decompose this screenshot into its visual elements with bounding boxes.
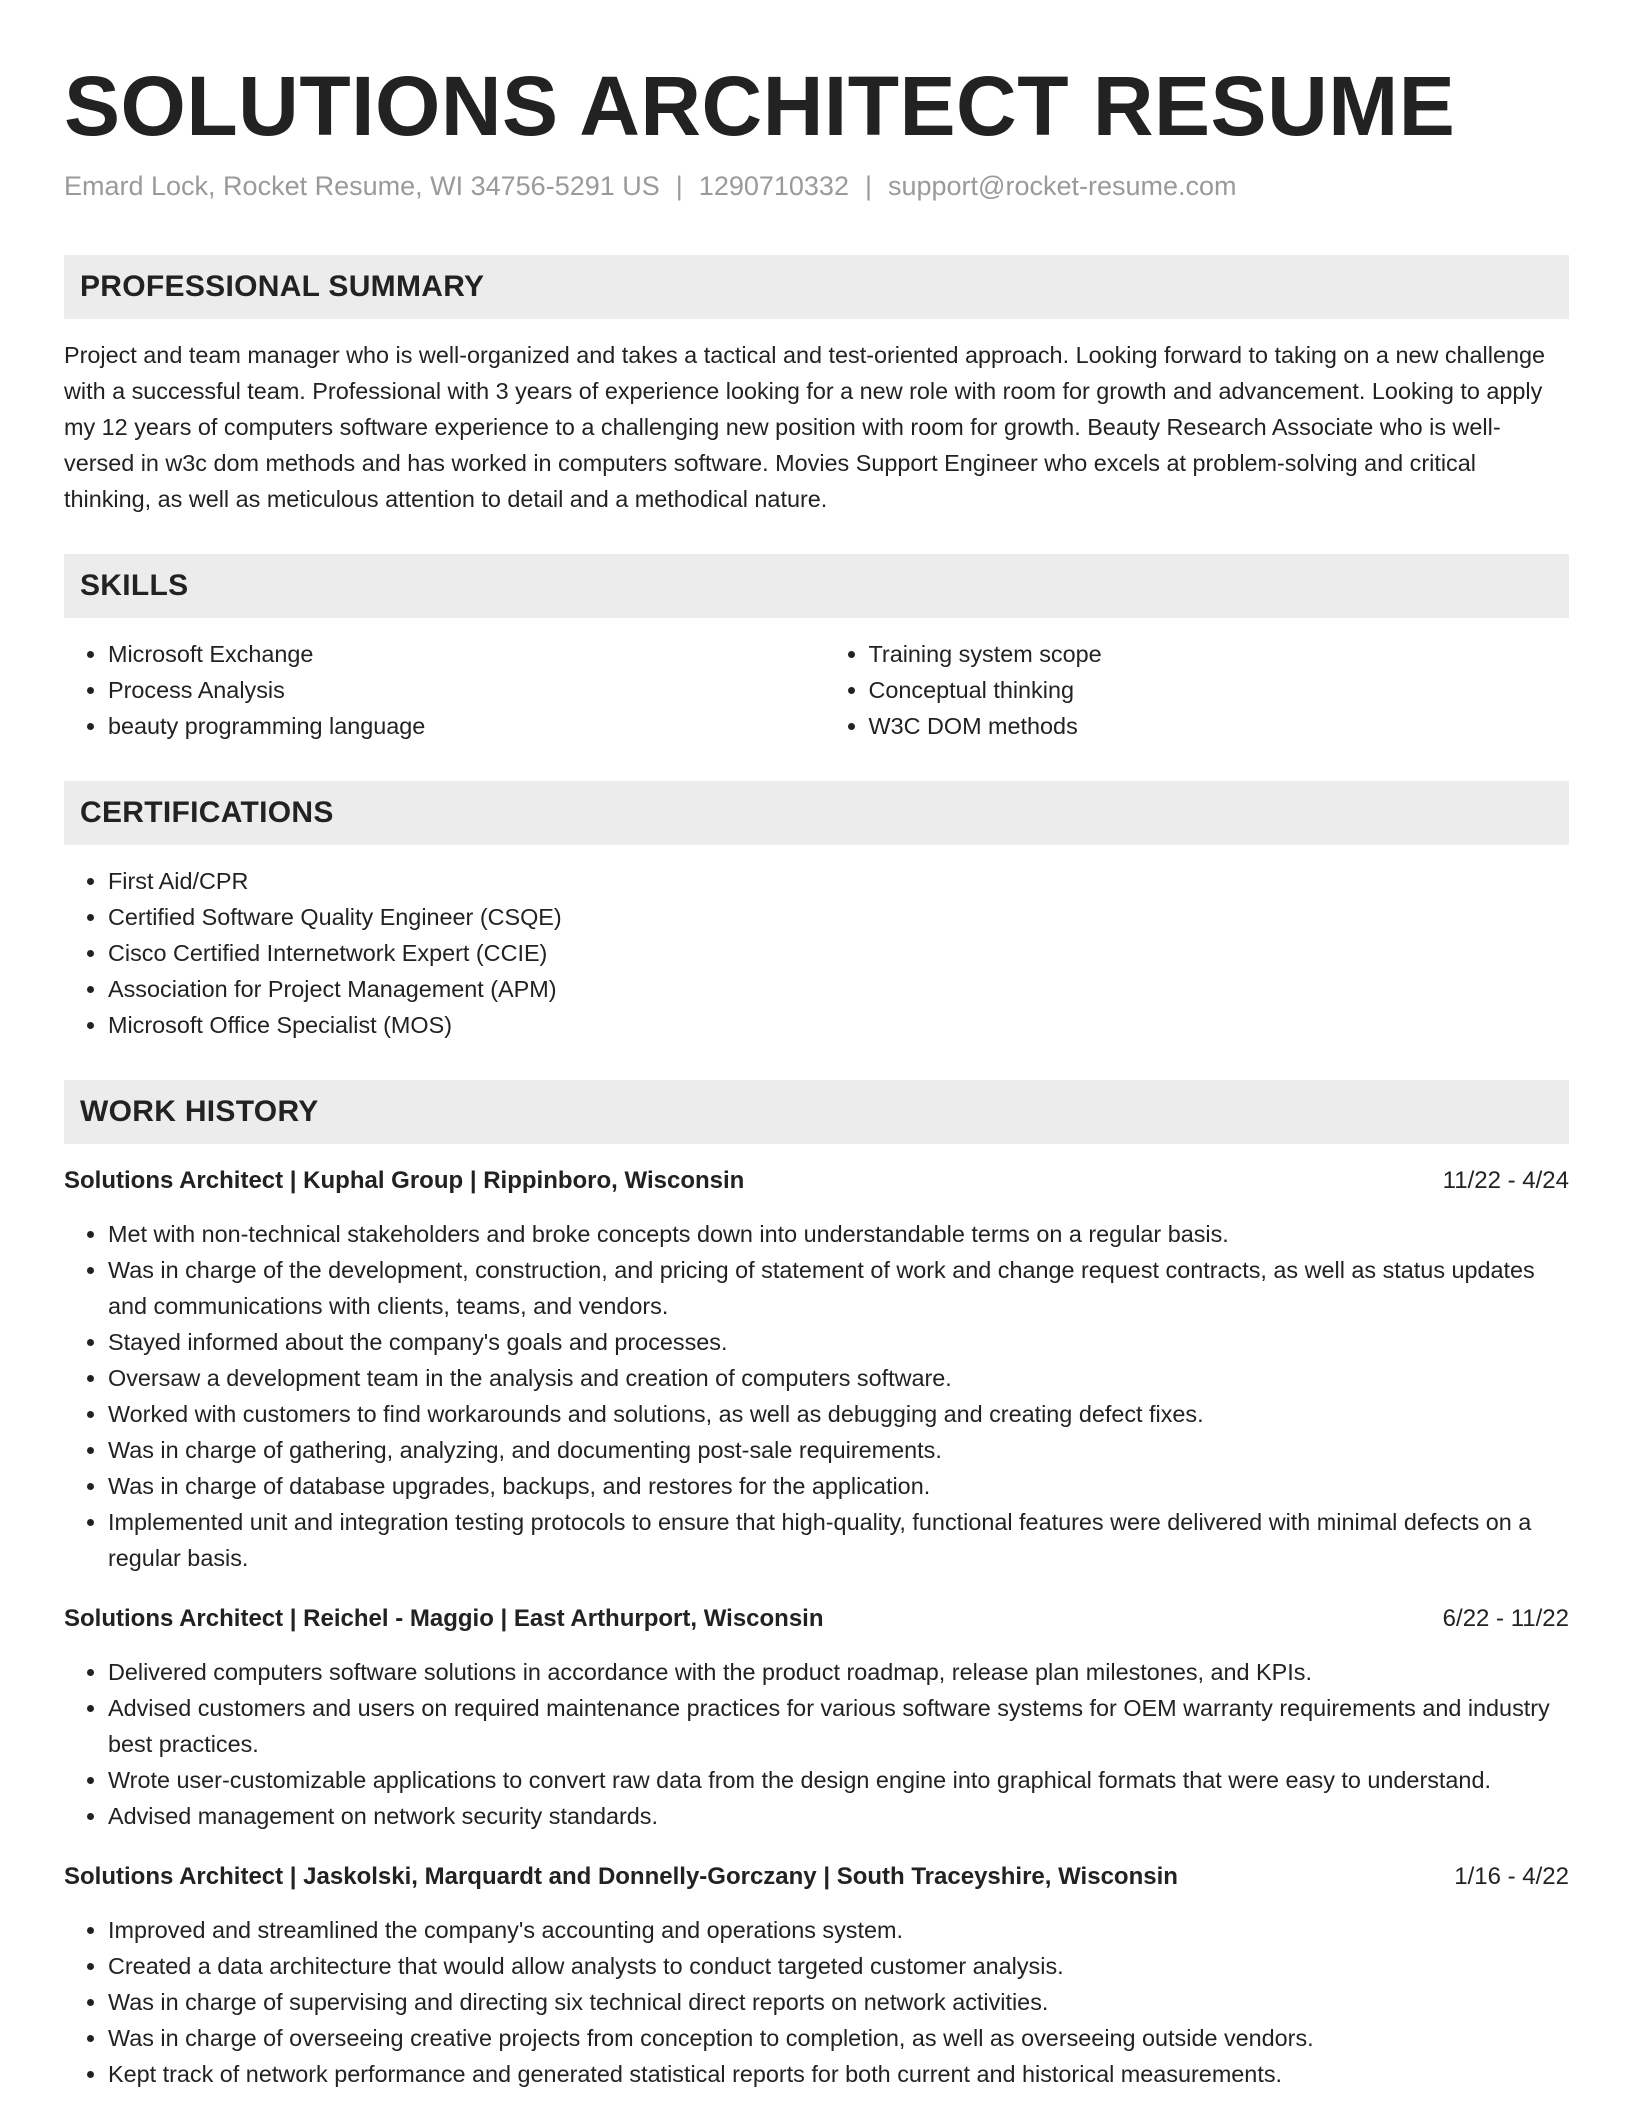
job-entry [64, 1164, 1569, 1576]
job-bullets [64, 1216, 1569, 1576]
list-item: • Was in charge of database upgrades, backups, and restores for the application. [108, 1468, 1569, 1504]
job-bullets [64, 1654, 1569, 1834]
job-header [64, 1602, 1569, 1636]
skills-column-left [64, 636, 809, 744]
list-item: • Wrote user-customizable applications to convert raw data from the design engine into graphical formats that were easy to understand. [108, 1762, 1569, 1798]
list-item: • Kept track of network performance and generated statistical reports for both current and historical measurements. [108, 2056, 1569, 2092]
resume-title: SOLUTIONS ARCHITECT RESUME [64, 59, 1456, 153]
list-item: • First Aid/CPR [108, 863, 1569, 899]
job-title: Solutions Architect | Reichel - Maggio | East Arthurport, Wisconsin [64, 1604, 824, 1632]
list-item: • Certified Software Quality Engineer (CSQE) [108, 899, 1569, 935]
contact-address: Emard Lock, Rocket Resume, WI 34756-5291 US [64, 171, 660, 202]
list-item: • Advised management on network security standards. [108, 1798, 1569, 1834]
job-header [64, 1164, 1569, 1198]
list-item: • Worked with customers to find workarounds and solutions, as well as debugging and creating defect fixes. [108, 1396, 1569, 1432]
list-item: • Improved and streamlined the company's accounting and operations system. [108, 1912, 1569, 1948]
job-dates: 11/22 - 4/24 [1442, 1166, 1569, 1194]
job-entry [64, 1602, 1569, 1834]
contact-phone: 1290710332 [698, 171, 849, 202]
list-item: • Implemented unit and integration testing protocols to ensure that high-quality, functional features were delivered with minimal defects on a regular basis. [108, 1504, 1569, 1576]
list-item: • Training system scope [869, 636, 1570, 672]
list-item: • Microsoft Office Specialist (MOS) [108, 1007, 1569, 1043]
list-item: • Created a data architecture that would allow analysts to conduct targeted customer analysis. [108, 1948, 1569, 1984]
contact-separator: | [864, 171, 872, 202]
contact-email: support@rocket-resume.com [887, 171, 1237, 202]
list-item: • Met with non-technical stakeholders and broke concepts down into understandable terms on a regular basis. [108, 1216, 1569, 1252]
list-item: • Process Analysis [108, 672, 809, 708]
job-entry [64, 1860, 1569, 2092]
contact-separator: | [675, 171, 683, 202]
job-title: Solutions Architect | Jaskolski, Marquardt and Donnelly-Gorczany | South Traceyshire, Wisconsin [64, 1862, 1178, 1890]
list-item: • W3C DOM methods [869, 708, 1570, 744]
job-title: Solutions Architect | Kuphal Group | Rippinboro, Wisconsin [64, 1166, 745, 1194]
certifications-list [64, 863, 1569, 1043]
section-header-summary: PROFESSIONAL SUMMARY [64, 255, 1569, 319]
list-item: • Oversaw a development team in the analysis and creation of computers software. [108, 1360, 1569, 1396]
job-dates: 6/22 - 11/22 [1442, 1604, 1569, 1632]
list-item: • Delivered computers software solutions in accordance with the product roadmap, release plan milestones, and KPIs. [108, 1654, 1569, 1690]
job-bullets [64, 1912, 1569, 2092]
list-item: • beauty programming language [108, 708, 809, 744]
skills-column-right [809, 636, 1570, 744]
section-header-work-history: WORK HISTORY [64, 1080, 1569, 1144]
list-item: • Was in charge of the development, construction, and pricing of statement of work and change request contracts, as well as status updates and communications with clients, teams, and vendors. [108, 1252, 1569, 1324]
contact-line [64, 170, 1569, 202]
job-header [64, 1860, 1569, 1894]
list-item: • Was in charge of supervising and directing six technical direct reports on network activities. [108, 1984, 1569, 2020]
list-item: • Stayed informed about the company's goals and processes. [108, 1324, 1569, 1360]
list-item: • Cisco Certified Internetwork Expert (CCIE) [108, 935, 1569, 971]
skills-list [64, 636, 1569, 744]
section-header-skills: SKILLS [64, 554, 1569, 618]
job-dates: 1/16 - 4/22 [1454, 1862, 1569, 1890]
list-item: • Association for Project Management (APM) [108, 971, 1569, 1007]
list-item: • Advised customers and users on required maintenance practices for various software systems for OEM warranty requirements and industry best practices. [108, 1690, 1569, 1762]
list-item: • Was in charge of overseeing creative projects from conception to completion, as well as overseeing outside vendors. [108, 2020, 1569, 2056]
list-item: • Microsoft Exchange [108, 636, 809, 672]
section-header-certifications: CERTIFICATIONS [64, 781, 1569, 845]
summary-text: Project and team manager who is well-organized and takes a tactical and test-oriented approach. Looking forward to taking on a new challenge with a successful team. Professional with 3 years of experience looking for a new role with room for growth and advancement. Looking to apply my 12 years of computers software experience to a challenging new position with room for growth. Beauty Research Associate who is well-versed in w3c dom methods and has worked in computers software. Movies Support Engineer who excels at problem-solving and critical thinking, as well as meticulous attention to detail and a methodical nature. [64, 341, 1545, 512]
list-item: • Conceptual thinking [869, 672, 1570, 708]
list-item: • Was in charge of gathering, analyzing, and documenting post-sale requirements. [108, 1432, 1569, 1468]
